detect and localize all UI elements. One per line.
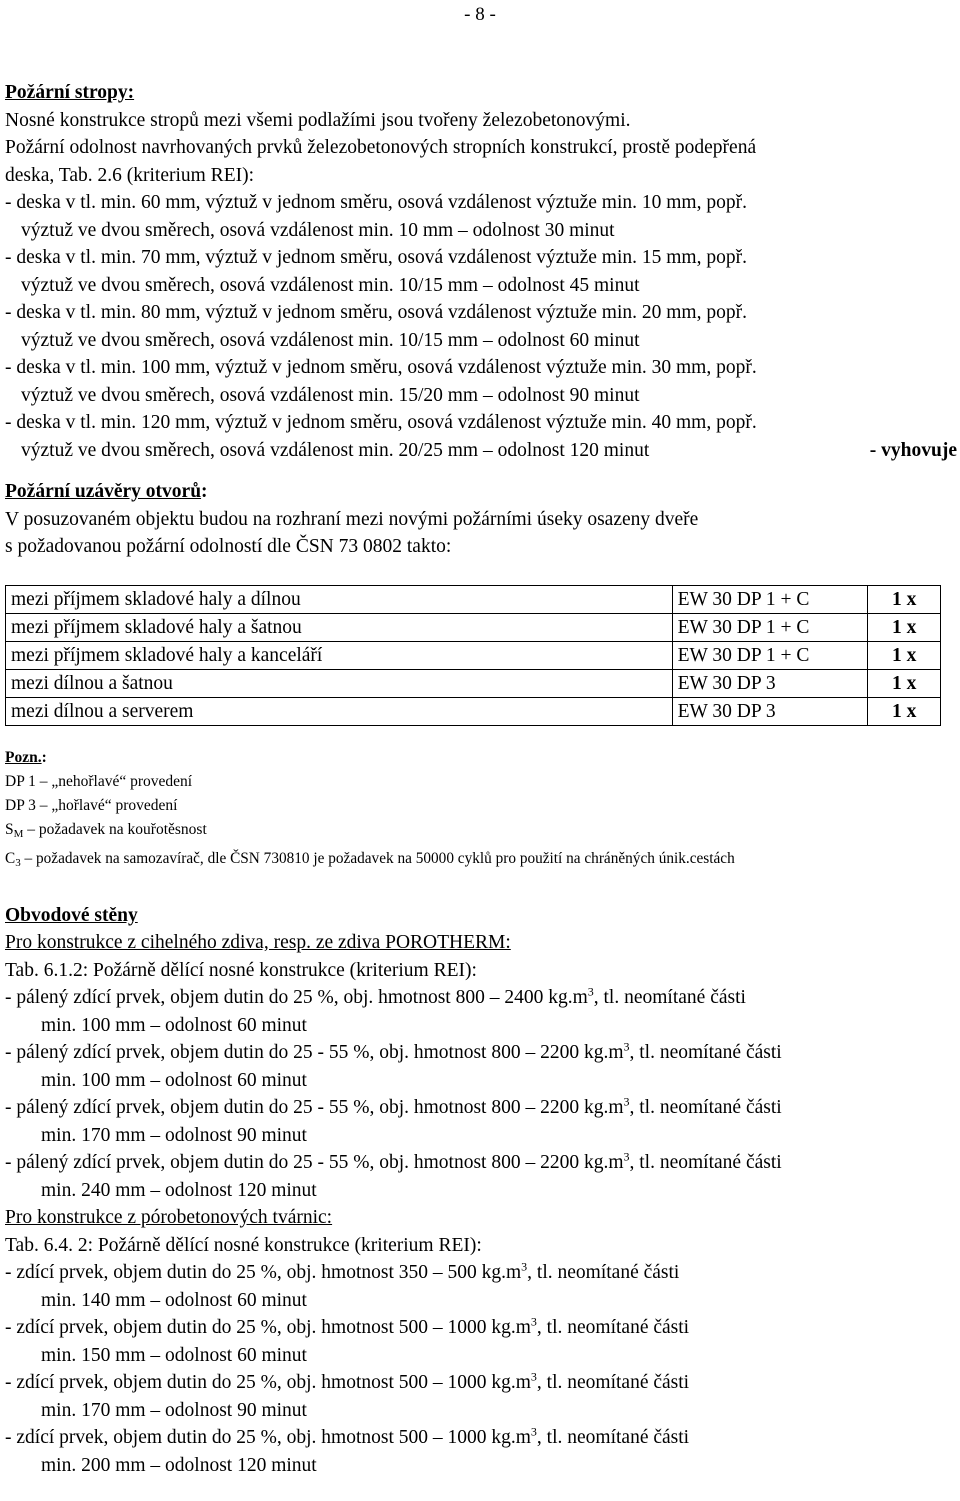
notes-title: Pozn. xyxy=(5,748,42,766)
wall-item-text: - pálený zdící prvek, objem dutin do 25 - 55 %, obj. hmotnost 800 – 2200 kg.m xyxy=(5,1152,624,1173)
wall-item-cont: min. 170 mm – odolnost 90 minut xyxy=(41,1399,307,1421)
wall-item-text: , tl. neomítané části xyxy=(629,1042,782,1063)
section-title-uzavery: Požární uzávěry otvorů xyxy=(5,481,202,502)
wall-item-cont: min. 100 mm – odolnost 60 minut xyxy=(41,1069,307,1091)
text-line: výztuž ve dvou směrech, osová vzdálenost min. 10/15 mm – odolnost 60 minut xyxy=(21,329,640,351)
table-row xyxy=(6,613,941,641)
text-line: výztuž ve dvou směrech, osová vzdálenost min. 20/25 mm – odolnost 120 minut xyxy=(21,439,650,461)
wall-item-cont: min. 100 mm – odolnost 60 minut xyxy=(41,1014,307,1036)
text-line: - deska v tl. min. 60 mm, výztuž v jednom směru, osová vzdálenost výztuže min. 10 mm, popř. xyxy=(5,192,747,213)
page-number: - 8 - xyxy=(464,4,496,25)
wall-item-text: - pálený zdící prvek, objem dutin do 25 - 55 %, obj. hmotnost 800 – 2200 kg.m xyxy=(5,1042,624,1063)
table-row xyxy=(6,641,941,669)
wall-item-cont: min. 170 mm – odolnost 90 minut xyxy=(41,1124,307,1146)
door-location: mezi příjmem skladové haly a kanceláří xyxy=(6,641,673,669)
table-row xyxy=(6,585,941,613)
wall-item-text: - zdící prvek, objem dutin do 25 %, obj. hmotnost 500 – 1000 kg.m xyxy=(5,1317,531,1338)
superscript: 3 xyxy=(530,1314,537,1329)
superscript: 3 xyxy=(521,1259,528,1274)
door-class: EW 30 DP 1 + C xyxy=(672,585,868,613)
doors-table xyxy=(5,585,941,726)
note-sm-symbol: S xyxy=(5,820,14,838)
door-location: mezi dílnou a šatnou xyxy=(6,669,673,697)
note-c3-subscript: 3 xyxy=(15,856,21,869)
wall-item-text: , tl. neomítané části xyxy=(536,1317,690,1338)
wall-item-text: , tl. neomítané části xyxy=(536,1372,690,1393)
wall-item-cont: min. 140 mm – odolnost 60 minut xyxy=(41,1289,307,1311)
text-line: - deska v tl. min. 80 mm, výztuž v jednom směru, osová vzdálenost výztuže min. 20 mm, popř. xyxy=(5,302,747,323)
table-reference: Tab. 6.1.2: Požárně dělící nosné konstrukce (kriterium REI): xyxy=(5,959,477,981)
wall-item-text: , tl. neomítané části xyxy=(527,1262,680,1283)
subsection-title-cihla: Pro konstrukce z cihelného zdiva, resp. ze zdiva POROTHERM: xyxy=(5,932,511,953)
wall-item xyxy=(5,1039,957,1067)
note-sm-subscript: M xyxy=(13,827,24,840)
subsection-title-porobeton: Pro konstrukce z pórobetonových tvárnic: xyxy=(5,1207,333,1228)
note-c3 xyxy=(5,847,957,872)
document-body xyxy=(5,79,957,1479)
section-title-uzavery-row xyxy=(5,478,957,506)
text-line: deska, Tab. 2.6 (kriterium REI): xyxy=(5,164,255,186)
door-location: mezi příjmem skladové haly a dílnou xyxy=(6,585,673,613)
wall-item-cont: min. 150 mm – odolnost 60 minut xyxy=(41,1344,307,1366)
text-line: - deska v tl. min. 100 mm, výztuž v jednom směru, osová vzdálenost výztuže min. 30 mm, popř. xyxy=(5,357,757,378)
text-line: výztuž ve dvou směrech, osová vzdálenost min. 15/20 mm – odolnost 90 minut xyxy=(21,384,640,406)
superscript: 3 xyxy=(530,1424,537,1439)
wall-item xyxy=(5,984,957,1012)
wall-item xyxy=(5,1369,957,1397)
superscript: 3 xyxy=(587,984,594,999)
wall-item-text: - zdící prvek, objem dutin do 25 %, obj. hmotnost 350 – 500 kg.m xyxy=(5,1262,522,1283)
text-line: V posuzovaném objektu budou na rozhraní mezi novými požárními úseky osazeny dveře xyxy=(5,508,699,530)
note-c3-symbol: C xyxy=(5,849,16,867)
door-location: mezi dílnou a serverem xyxy=(6,697,673,725)
door-class: EW 30 DP 1 + C xyxy=(672,613,868,641)
door-class: EW 30 DP 1 + C xyxy=(672,641,868,669)
text-line: s požadovanou požární odolností dle ČSN 73 0802 takto: xyxy=(5,536,452,557)
door-class: EW 30 DP 3 xyxy=(672,697,868,725)
wall-item-text: , tl. neomítané části xyxy=(536,1427,690,1448)
text-line: Požární odolnost navrhovaných prvků železobetonových stropních konstrukcí, prostě podepřená xyxy=(5,137,757,158)
wall-item-text: - pálený zdící prvek, objem dutin do 25 - 55 %, obj. hmotnost 800 – 2200 kg.m xyxy=(5,1097,624,1118)
table-row xyxy=(6,669,941,697)
verdict-label: - vyhovuje xyxy=(869,439,957,461)
door-count: 1 x xyxy=(868,669,941,697)
note-dp1: DP 1 – „nehořlavé“ provedení xyxy=(5,772,193,790)
wall-item-cont: min. 200 mm – odolnost 120 minut xyxy=(41,1454,317,1476)
door-location: mezi příjmem skladové haly a šatnou xyxy=(6,613,673,641)
door-count: 1 x xyxy=(868,641,941,669)
door-count: 1 x xyxy=(868,697,941,725)
title-colon: : xyxy=(201,481,208,502)
note-sm xyxy=(5,818,957,843)
door-count: 1 x xyxy=(868,585,941,613)
wall-item-cont: min. 240 mm – odolnost 120 minut xyxy=(41,1179,317,1201)
wall-item xyxy=(5,1094,957,1122)
wall-item-text: - zdící prvek, objem dutin do 25 %, obj. hmotnost 500 – 1000 kg.m xyxy=(5,1372,531,1393)
wall-item xyxy=(5,1259,957,1287)
wall-item-text: , tl. neomítané části xyxy=(629,1097,782,1118)
wall-item xyxy=(5,1149,957,1177)
wall-item xyxy=(5,1314,957,1342)
note-c3-text: – požadavek na samozavírač, dle ČSN 730810 je požadavek na 50000 cyklů pro použití na chráněných únik.cestách xyxy=(20,849,735,867)
title-colon: : xyxy=(41,748,47,766)
wall-item-text: , tl. neomítané části xyxy=(593,987,746,1008)
table-reference: Tab. 6.4. 2: Požárně dělící nosné konstrukce (kriterium REI): xyxy=(5,1234,482,1256)
text-line: výztuž ve dvou směrech, osová vzdálenost min. 10/15 mm – odolnost 45 minut xyxy=(21,274,640,296)
superscript: 3 xyxy=(623,1039,630,1054)
door-count: 1 x xyxy=(868,613,941,641)
note-sm-text: – požadavek na kouřotěsnost xyxy=(23,820,207,838)
superscript: 3 xyxy=(530,1369,537,1384)
notes-title-row xyxy=(5,746,957,770)
section-title-stropy: Požární stropy: xyxy=(5,82,135,103)
wall-item-text: - zdící prvek, objem dutin do 25 %, obj. hmotnost 500 – 1000 kg.m xyxy=(5,1427,531,1448)
table-row xyxy=(6,697,941,725)
verdict-line xyxy=(5,437,957,465)
door-class: EW 30 DP 3 xyxy=(672,669,868,697)
section-title-steny: Obvodové stěny xyxy=(5,904,138,926)
wall-item-text: , tl. neomítané části xyxy=(629,1152,782,1173)
superscript: 3 xyxy=(623,1094,630,1109)
text-line: Nosné konstrukce stropů mezi všemi podlažími jsou tvořeny železobetonovými. xyxy=(5,109,631,131)
superscript: 3 xyxy=(623,1149,630,1164)
text-line: výztuž ve dvou směrech, osová vzdálenost min. 10 mm – odolnost 30 minut xyxy=(21,219,615,241)
note-dp3: DP 3 – „hořlavé“ provedení xyxy=(5,796,178,814)
text-line: - deska v tl. min. 70 mm, výztuž v jednom směru, osová vzdálenost výztuže min. 15 mm, popř. xyxy=(5,247,747,268)
text-line: - deska v tl. min. 120 mm, výztuž v jednom směru, osová vzdálenost výztuže min. 40 mm, popř. xyxy=(5,412,757,433)
wall-item xyxy=(5,1424,957,1452)
wall-item-text: - pálený zdící prvek, objem dutin do 25 %, obj. hmotnost 800 – 2400 kg.m xyxy=(5,987,588,1008)
